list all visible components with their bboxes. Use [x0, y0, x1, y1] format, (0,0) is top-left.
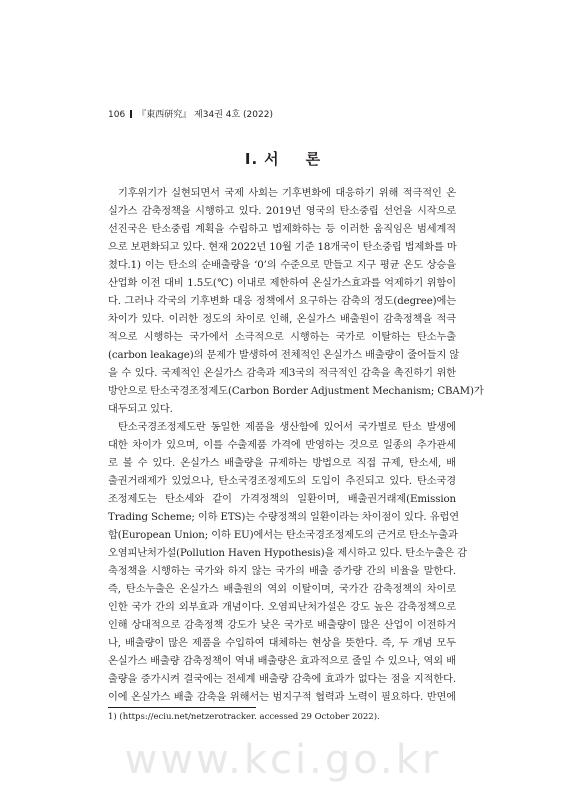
body-line: 로 볼 수 있다. 온실가스 배출량을 규제하는 방법으로 직접 규제, 탄소세, 배 — [108, 458, 456, 469]
body-line: (carbon leakage)의 문제가 발생하여 전체적인 온실가스 배출량이 줄어들지 않 — [108, 350, 460, 361]
body-line: 축정책을 시행하는 국가와 하지 않는 국가의 배출 증가량 간의 비율을 말한다. — [108, 566, 456, 577]
body-line: 다. 그러나 각국의 기후변화 대응 정책에서 요구하는 감축의 정도(degree)에는 — [108, 296, 456, 307]
body-line: 대한 차이가 있으며, 이를 수출제품 가격에 반영하는 것으로 일종의 추가관세 — [108, 440, 456, 451]
header-separator — [130, 110, 132, 118]
body-line: 출량을 증가시켜 결국에는 전세계 배출량 감축에 효과가 없다는 점을 지적한다. — [108, 674, 456, 685]
body-line: 즉, 탄소누출은 온실가스 배출원의 역외 이탈이며, 국가간 감축정책의 차이로 — [108, 584, 456, 595]
section-title-char-1: 서 — [264, 150, 280, 168]
body-line: 대두되고 있다. — [108, 404, 173, 415]
body-line: 방안으로 탄소국경조정제도(Carbon Border Adjustment Mechanism; CBAM)가 — [108, 386, 484, 397]
body-line: 조정제도는 탄소세와 같이 가격정책의 일환이며, 배출권거래제(Emission — [108, 494, 456, 505]
body-line: 합(European Union; 이하 EU)에서는 탄소국경조정제도의 근거로 탄소누출과 — [108, 530, 458, 541]
section-title — [0, 148, 566, 169]
body-line: 출권거래제가 있었으나, 탄소국경조정제도의 도입이 추진되고 있다. 탄소국경 — [108, 476, 456, 487]
body-line: 선진국은 탄소중립 계획을 수립하고 법제화하는 등 이러한 움직임은 범세계적 — [108, 224, 456, 235]
section-title-char-2: 론 — [305, 150, 322, 168]
running-head — [108, 107, 273, 120]
body-text — [108, 185, 484, 707]
body-line: 탄소국경조정제도란 동일한 제품을 생산함에 있어서 국가별로 탄소 발생에 — [118, 422, 456, 433]
body-line: 이에 온실가스 배출 감축을 위해서는 범지구적 협력과 노력이 필요하다. 반면에 — [108, 692, 456, 703]
body-line: 인한 국가 간의 외부효과 개념이다. 오염피난처가설은 강도 높은 감축정책으로 — [108, 602, 456, 613]
body-line: 적으로 시행하는 국가에서 소극적으로 시행하는 국가로 이탈하는 탄소누출 — [108, 332, 456, 343]
body-line: 나, 배출량이 많은 제품을 수입하여 대체하는 현상을 뜻한다. 즉, 두 개념 모두 — [108, 638, 456, 649]
body-line: 온실가스 배출량 감축정책이 역내 배출량은 효과적으로 줄일 수 있으나, 역외 배 — [108, 656, 456, 667]
body-line: 산업화 이전 대비 1.5도(℃) 이내로 제한하여 온실가스효과를 억제하기 위함이 — [108, 278, 456, 289]
watermark: www.kci.go.kr — [124, 737, 442, 783]
body-line: 차이가 있다. 이러한 정도의 차이로 인해, 온실가스 배출원이 감축정책을 적극 — [108, 314, 456, 325]
footnote-divider — [108, 707, 256, 708]
body-line: 기후위기가 실현되면서 국제 사회는 기후변화에 대응하기 위해 적극적인 온 — [118, 188, 456, 199]
journal-info: 『東西硏究』 제34권 4호 (2022) — [137, 110, 273, 120]
footnote: 1) (https://eciu.net/netzerotracker. accessed 29 October 2022). — [108, 712, 380, 722]
body-line: 실가스 감축정책을 시행하고 있다. 2019년 영국의 탄소중립 선언을 시작으로 — [108, 206, 456, 217]
body-line: 인해 상대적으로 감축정책 강도가 낮은 국가로 배출량이 많은 산업이 이전하거 — [108, 620, 456, 631]
body-line: 을 수 있다. 국제적인 온실가스 감축과 제3국의 적극적인 감축을 촉진하기 위한 — [108, 368, 456, 379]
section-numeral: Ⅰ. — [244, 150, 259, 168]
page-number: 106 — [108, 110, 126, 120]
body-line: 쳤다.1) 이는 탄소의 순배출량을 ‘0’의 수준으로 만들고 지구 평균 온도 상승을 — [108, 260, 456, 271]
body-line: 오염피난처가설(Pollution Haven Hypothesis)을 제시하고 있다. 탄소누출은 감 — [108, 548, 467, 559]
body-line: 으로 보편화되고 있다. 현재 2022년 10월 기준 18개국이 탄소중립 법제화를 마 — [108, 242, 457, 253]
body-line: Trading Scheme; 이하 ETS)는 수량정책의 일환이라는 차이점이 있다. 유럽연 — [108, 512, 459, 523]
